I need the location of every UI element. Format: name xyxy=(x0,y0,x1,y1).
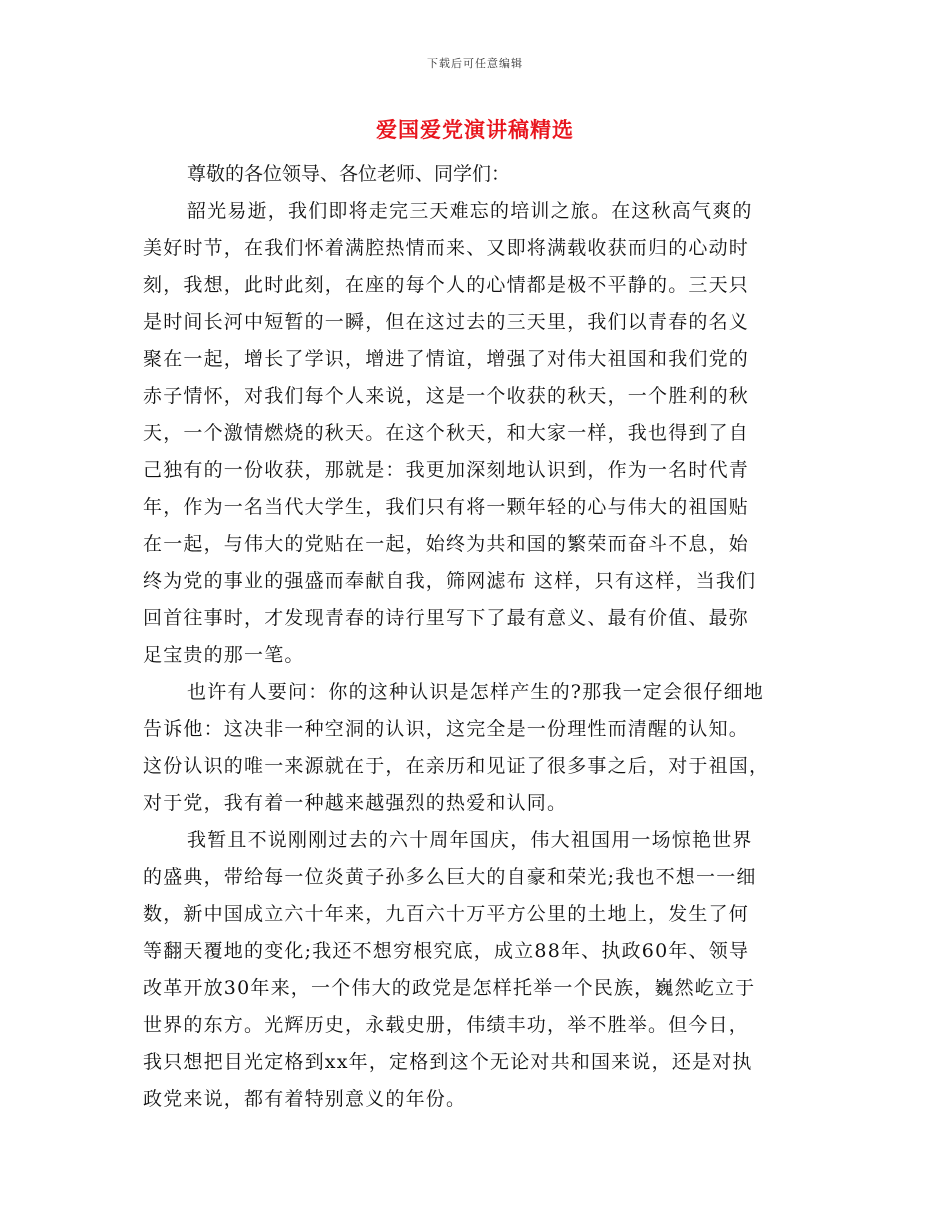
document-title: 爱国爱党演讲稿精选 xyxy=(376,117,574,142)
document-body xyxy=(143,156,808,1118)
paragraph-line: 在一起，与伟大的党贴在一起，始终为共和国的繁荣而奋斗不息，始 xyxy=(143,533,750,555)
paragraph-line: 刻，我想，此时此刻，在座的每个人的心情都是极不平静的。三天只 xyxy=(143,274,750,296)
paragraph-line: 等翻天覆地的变化;我还不想穷根究底，成立88年、执政60年、领导 xyxy=(143,940,750,962)
paragraph-line: 这份认识的唯一来源就在于，在亲历和见证了很多事之后，对于祖国， xyxy=(143,755,770,777)
paragraph-line: 美好时节，在我们怀着满腔热情而来、又即将满载收获而归的心动时 xyxy=(143,237,750,259)
paragraph-line: 改革开放30年来，一个伟大的政党是怎样托举一个民族，巍然屹立于 xyxy=(143,977,756,999)
paragraph-line: 韶光易逝，我们即将走完三天难忘的培训之旅。在这秋高气爽的 xyxy=(187,200,753,222)
paragraph-3 xyxy=(143,822,808,1118)
paragraph-line: 我只想把目光定格到xx年，定格到这个无论对共和国来说，还是对执 xyxy=(143,1051,753,1073)
paragraph-1 xyxy=(143,193,808,674)
paragraph-line: 终为党的事业的强盛而奉献自我，筛网滤布 这样，只有这样，当我们 xyxy=(143,570,757,592)
paragraph-line: 足宝贵的那一笔。 xyxy=(143,644,305,666)
paragraph-line: 数，新中国成立六十年来，九百六十万平方公里的土地上，发生了何 xyxy=(143,903,750,925)
paragraph-line: 告诉他：这决非一种空洞的认识，这完全是一份理性而清醒的认知。 xyxy=(143,718,750,740)
paragraph-line: 我暂且不说刚刚过去的六十周年国庆，伟大祖国用一场惊艳世界 xyxy=(187,829,753,851)
paragraph-line: 对于党，我有着一种越来越强烈的热爱和认同。 xyxy=(143,792,568,814)
paragraph-line: 己独有的一份收获，那就是：我更加深刻地认识到，作为一名时代青 xyxy=(143,459,750,481)
paragraph-2 xyxy=(143,674,808,822)
paragraph-line: 回首往事时，才发现青春的诗行里写下了最有意义、最有价值、最弥 xyxy=(143,607,750,629)
header-note: 下载后可任意编辑 xyxy=(427,57,523,70)
paragraph-line: 天，一个激情燃烧的秋天。在这个秋天，和大家一样，我也得到了自 xyxy=(143,422,750,444)
paragraph-line: 年，作为一名当代大学生，我们只有将一颗年轻的心与伟大的祖国贴 xyxy=(143,496,750,518)
paragraph-line: 政党来说，都有着特别意义的年份。 xyxy=(143,1088,467,1110)
paragraph-line: 是时间长河中短暂的一瞬，但在这过去的三天里，我们以青春的名义 xyxy=(143,311,750,333)
paragraph-line: 也许有人要问：你的这种认识是怎样产生的?那我一定会很仔细地 xyxy=(187,681,764,703)
paragraph-line: 聚在一起，增长了学识，增进了情谊，增强了对伟大祖国和我们党的 xyxy=(143,348,750,370)
paragraph-line: 的盛典，带给每一位炎黄子孙多么巨大的自豪和荣光;我也不想一一细 xyxy=(143,866,757,888)
paragraph-line: 赤子情怀，对我们每个人来说，这是一个收获的秋天，一个胜利的秋 xyxy=(143,385,750,407)
salutation: 尊敬的各位领导、各位老师、同学们： xyxy=(187,163,511,185)
paragraph-line: 世界的东方。光辉历史，永载史册，伟绩丰功，举不胜举。但今日， xyxy=(143,1014,750,1036)
